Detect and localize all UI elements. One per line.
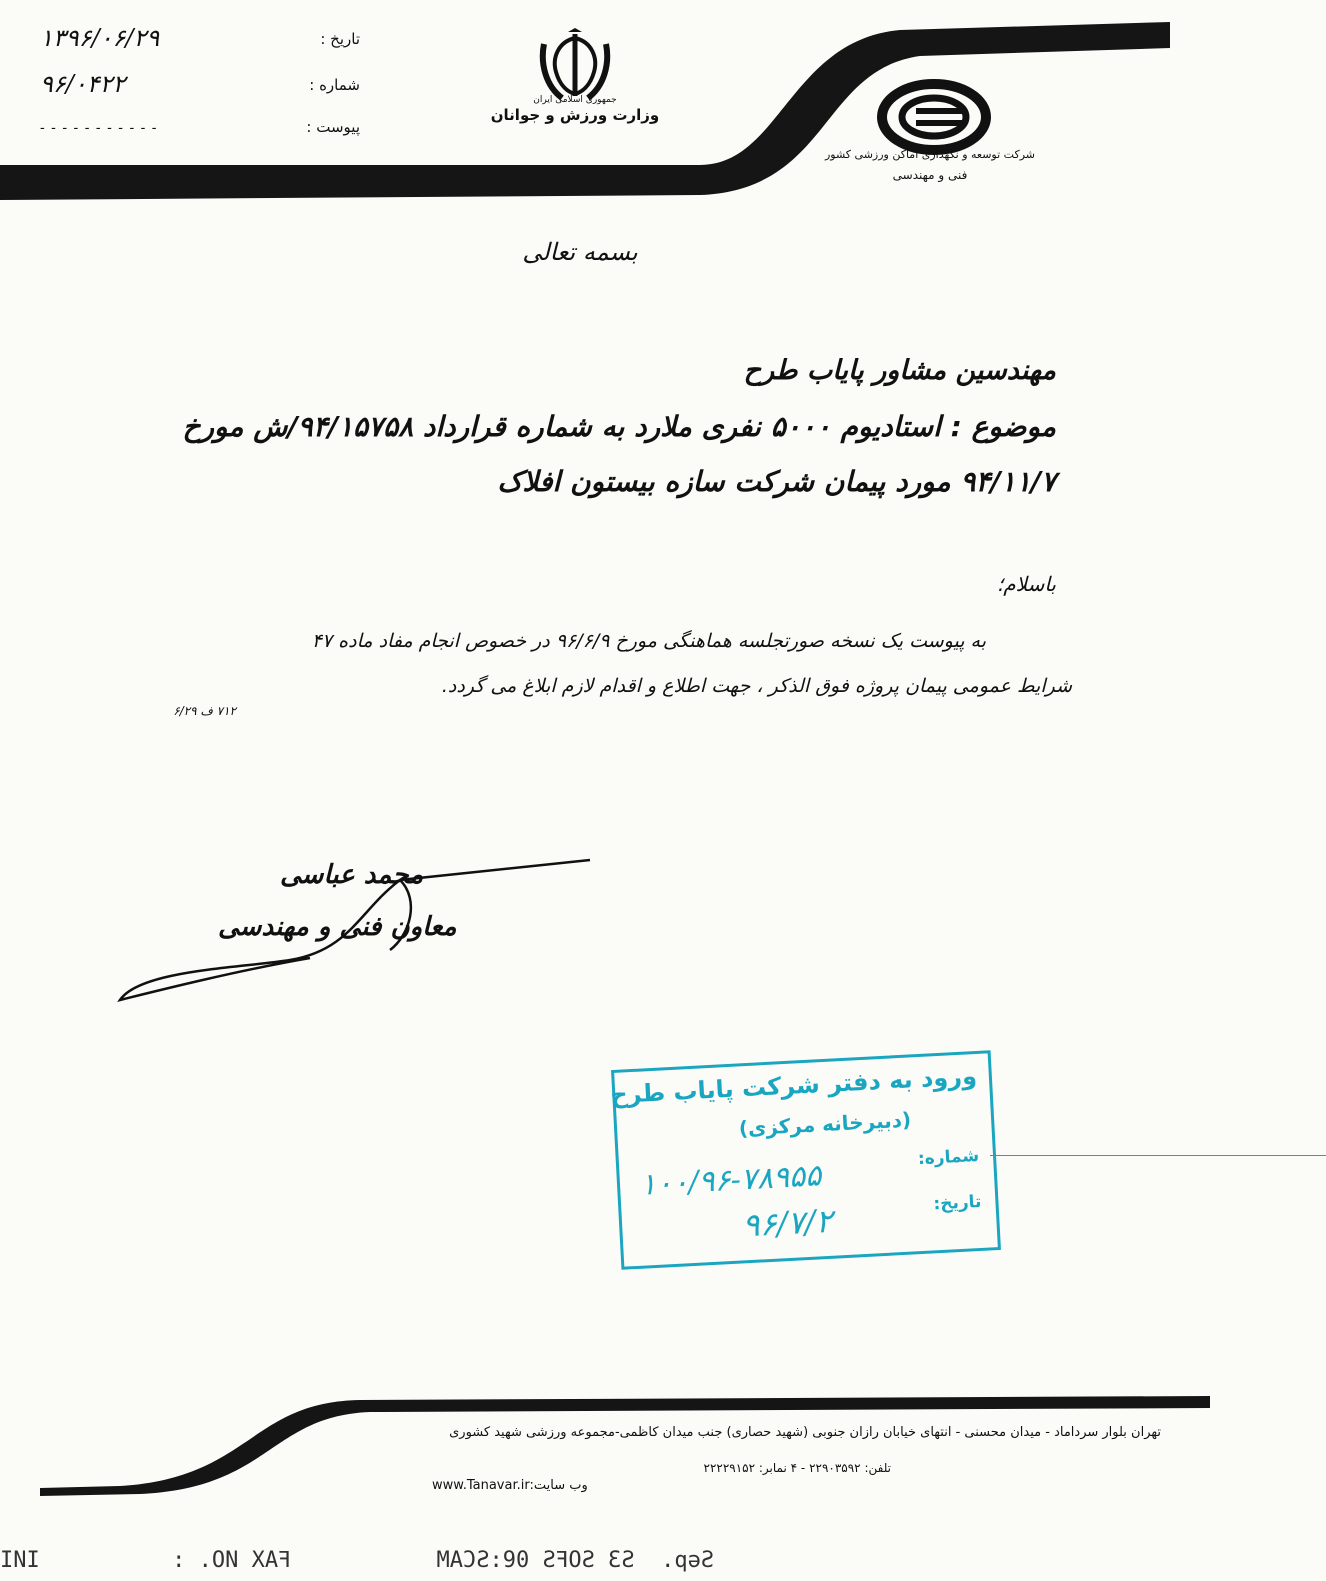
invocation: بسمه تعالی (522, 238, 638, 266)
date-label: تاریخ : (320, 30, 360, 48)
stamp-number-value: ۱۰۰/۹۶-۷۸۹۵۵ (639, 1158, 823, 1203)
date-row (40, 24, 360, 58)
body-line-2: شرایط عمومی پیمان پروژه فوق الذکر ، جهت اطلاع و اقدام لازم ابلاغ می گردد. (441, 675, 1072, 697)
number-row (40, 70, 360, 104)
receipt-stamp (611, 1050, 1001, 1270)
footer-website: www.Tanavar.ir:وب سایت (432, 1478, 588, 1493)
signatory-title: معاون فنی و مهندسی (218, 912, 457, 942)
stamp-subtitle: (دبیرخانه مرکزی) (738, 1107, 912, 1141)
footer-band (0, 1388, 1326, 1503)
stamp-date-label: تاریخ: (932, 1191, 982, 1215)
recipient: مهندسین مشاور پایاب طرح (743, 355, 1056, 386)
iran-emblem-icon (538, 28, 612, 104)
subject-line-1: موضوع : استادیوم ۵۰۰۰ نفری ملارد به شماره قرارداد ۹۴/۱۵۷۵۸/ش مورخ (182, 410, 1056, 443)
company-name: شرکت توسعه و نگهداری اماکن ورزشی کشور (824, 148, 1035, 161)
company-logo-icon (876, 78, 992, 156)
stamp-leader-line (990, 1155, 1326, 1156)
subject-line-2: ۹۴/۱۱/۷ مورد پیمان شرکت سازه بیستون افلاک (497, 465, 1056, 498)
attachment-label: پیوست : (306, 118, 360, 136)
footer-address: تهران بلوار سرداماد - میدان محسنی - انتهای خیابان رازان جنوبی (شهید حصاری) جنب میدان کاظمی-مجموعه ورزشی شهید کشوری (449, 1425, 1161, 1440)
ministry-name: وزارت ورزش و جوانان (490, 106, 660, 124)
date-value: ۱۳۹۶/۰۶/۲۹ (40, 24, 160, 52)
ministry-country: جمهوری اسلامی ایران (533, 95, 617, 105)
body-line-1: به پیوست یک نسخه صورتجلسه هماهنگی مورخ ۹۶/۶/۹ در خصوص انجام مفاد ماده ۴۷ (311, 630, 986, 652)
footer-phones: تلفن: ۲۲۹۰۳۵۹۲ - ۴ نمابر: ۲۲۲۲۹۱۵۲ (703, 1461, 891, 1475)
stamp-title: ورود به دفتر شرکت پایاب طرح (609, 1061, 978, 1110)
reference-note: ۷۱۲ ف ۶/۲۹ (173, 704, 236, 718)
greeting: باسلام؛ (996, 572, 1056, 596)
stamp-date-value: ۹۶/۷/۲ (741, 1201, 834, 1245)
attachment-row (40, 112, 360, 146)
company-department: فنی و مهندسی (892, 168, 968, 182)
number-value: ۹۶/۰۴۲۲ (40, 70, 126, 98)
stamp-number-label: شماره: (917, 1145, 980, 1170)
number-label: شماره : (309, 76, 360, 94)
attachment-value: - - - - - - - - - - - (40, 120, 158, 136)
signatory-name: محمد عباسی (280, 860, 424, 890)
fax-transmission-header: INI : .ON XAꟻ MAƆƧ:90 ƧꟻOƧ ƐƧ .qəƧ (0, 1548, 715, 1573)
